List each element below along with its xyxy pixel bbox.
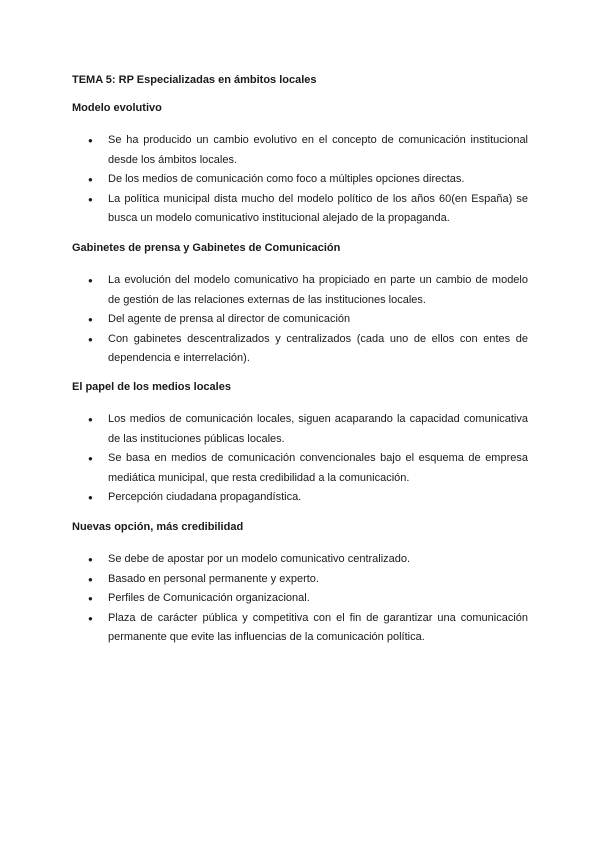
bullet-list (72, 271, 528, 369)
list-item: ● De los medios de comunicación como foco a múltiples opciones directas. (72, 170, 528, 190)
document-title: TEMA 5: RP Especializadas en ámbitos locales (72, 74, 317, 86)
section-heading: Gabinetes de prensa y Gabinetes de Comunicación (72, 242, 341, 254)
list-item: ● Se debe de apostar por un modelo comunicativo centralizado. (72, 550, 528, 570)
section-heading: El papel de los medios locales (72, 381, 231, 393)
list-item: ● Basado en personal permanente y experto. (72, 570, 528, 590)
section-heading: Modelo evolutivo (72, 102, 162, 114)
section-modelo-evolutivo (72, 101, 528, 229)
list-item: ● Perfiles de Comunicación organizacional. (72, 589, 528, 609)
list-item: ● Con gabinetes descentralizados y centralizados (cada uno de ellos con entes de dependencia e interrelación). (72, 330, 528, 369)
list-item: ● Percepción ciudadana propagandística. (72, 488, 528, 508)
list-item: ● La política municipal dista mucho del modelo político de los años 60(en España) se busca un modelo comunicativo institucional alejado de la propaganda. (72, 190, 528, 229)
list-item: ● Del agente de prensa al director de comunicación (72, 310, 528, 330)
bullet-list (72, 131, 528, 229)
list-item: ● La evolución del modelo comunicativo ha propiciado en parte un cambio de modelo de gestión de las relaciones externas de las instituciones locales. (72, 271, 528, 310)
list-item: ● Se basa en medios de comunicación convencionales bajo el esquema de empresa mediática municipal, que resta credibilidad a la comunicación. (72, 449, 528, 488)
section-medios-locales (72, 380, 528, 508)
section-nuevas-opcion (72, 520, 528, 648)
list-item: ● Se ha producido un cambio evolutivo en el concepto de comunicación institucional desde los ámbitos locales. (72, 131, 528, 170)
section-heading: Nuevas opción, más credibilidad (72, 521, 244, 533)
list-item: ● Plaza de carácter pública y competitiva con el fin de garantizar una comunicación permanente que evite las influencias de la comunicación política. (72, 609, 528, 648)
bullet-list (72, 410, 528, 508)
bullet-list (72, 550, 528, 648)
section-gabinetes (72, 241, 528, 369)
list-item: ● Los medios de comunicación locales, siguen acaparando la capacidad comunicativa de las instituciones públicas locales. (72, 410, 528, 449)
